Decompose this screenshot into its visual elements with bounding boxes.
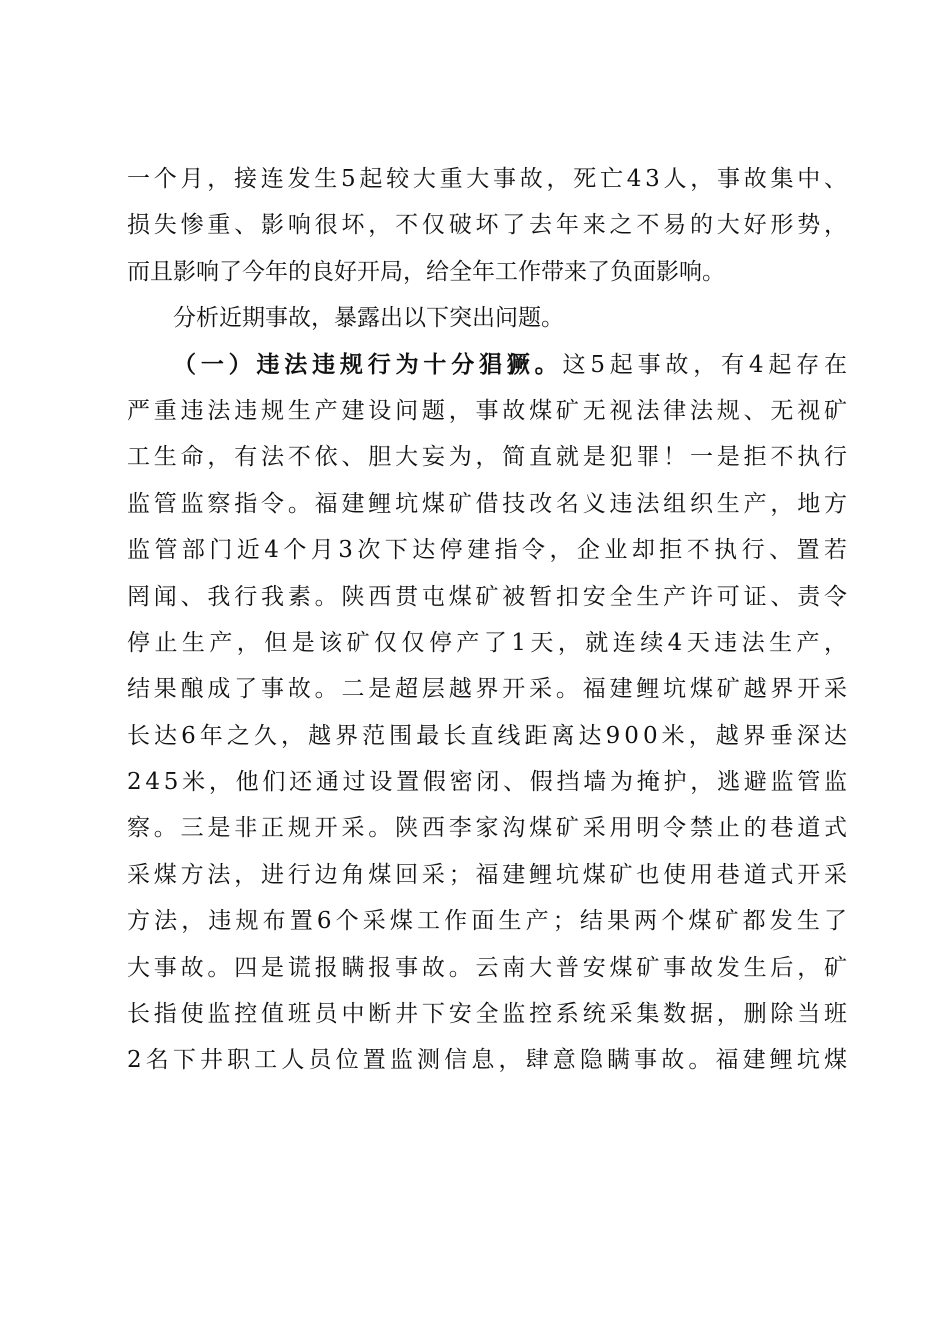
text-line xyxy=(127,342,852,388)
text-line-content: 分析近期事故，暴露出以下突出问题。 xyxy=(173,305,564,332)
text-line xyxy=(127,945,851,991)
text-line xyxy=(127,527,852,573)
section-heading: （一）违法违规行为十分猖獗。 xyxy=(173,350,563,378)
text-line-content: 停止生产，但是该矿仅仅停产了1天，就连续4天违法生产， xyxy=(127,629,852,656)
text-line-content: 损失惨重、影响很坏，不仅破坏了去年来之不易的大好形势， xyxy=(127,212,851,239)
body-text xyxy=(127,156,852,1084)
text-line xyxy=(127,295,847,341)
text-line xyxy=(127,898,852,944)
text-line-content: 这5起事故，有4起存在 xyxy=(562,351,852,378)
text-line xyxy=(127,991,851,1037)
text-line-content: 长指使监控值班员中断井下安全监控系统采集数据，删除当班 xyxy=(127,1001,851,1028)
text-line xyxy=(127,1037,852,1083)
text-line-content: 245米，他们还通过设置假密闭、假挡墙为掩护，逃避监管监 xyxy=(127,769,851,796)
text-line-content: 一个月，接连发生5起较大重大事故，死亡43人，事故集中、 xyxy=(127,166,851,192)
text-line xyxy=(127,666,851,712)
text-line xyxy=(127,156,851,202)
text-line xyxy=(127,202,851,248)
text-line-content: 罔闻、我行我素。陕西贯屯煤矿被暂扣安全生产许可证、责令 xyxy=(127,583,851,610)
text-line-content: 工生命，有法不依、胆大妄为，简直就是犯罪！一是拒不执行 xyxy=(127,444,851,471)
text-line-content: 结果酿成了事故。二是超层越界开采。福建鲤坑煤矿越界开采 xyxy=(127,676,851,703)
text-line xyxy=(127,481,851,527)
text-line-content: 察。三是非正规开采。陕西李家沟煤矿采用明令禁止的巷道式 xyxy=(127,815,851,842)
text-line-content: 大事故。四是谎报瞒报事故。云南大普安煤矿事故发生后，矿 xyxy=(127,954,851,981)
paragraph-first-line xyxy=(173,342,852,388)
text-line xyxy=(127,713,852,759)
text-line-content: 严重违法违规生产建设问题，事故煤矿无视法律法规、无视矿 xyxy=(127,397,851,424)
text-line xyxy=(127,388,851,434)
text-line-content: 长达6年之久，越界范围最长直线距离达900米，越界垂深达 xyxy=(127,722,852,749)
text-line-content: 采煤方法，进行边角煤回采；福建鲤坑煤矿也使用巷道式开采 xyxy=(127,861,851,888)
text-line-content: 监管部门近4个月3次下达停建指令，企业却拒不执行、置若 xyxy=(127,537,852,564)
text-line xyxy=(127,805,851,851)
text-line-content: 方法，违规布置6个采煤工作面生产；结果两个煤矿都发生了 xyxy=(127,908,852,935)
text-line xyxy=(127,620,852,666)
text-line xyxy=(127,574,851,620)
text-line xyxy=(127,249,847,295)
text-line xyxy=(127,759,851,805)
text-line xyxy=(127,852,851,898)
text-line-content: 而且影响了今年的良好开局，给全年工作带来了负面影响。 xyxy=(127,258,725,285)
text-line-content: 监管监察指令。福建鲤坑煤矿借技改名义违法组织生产，地方 xyxy=(127,490,851,517)
text-line xyxy=(127,434,851,480)
text-line-content: 2名下井职工人员位置监测信息，肆意隐瞒事故。福建鲤坑煤 xyxy=(127,1047,852,1074)
